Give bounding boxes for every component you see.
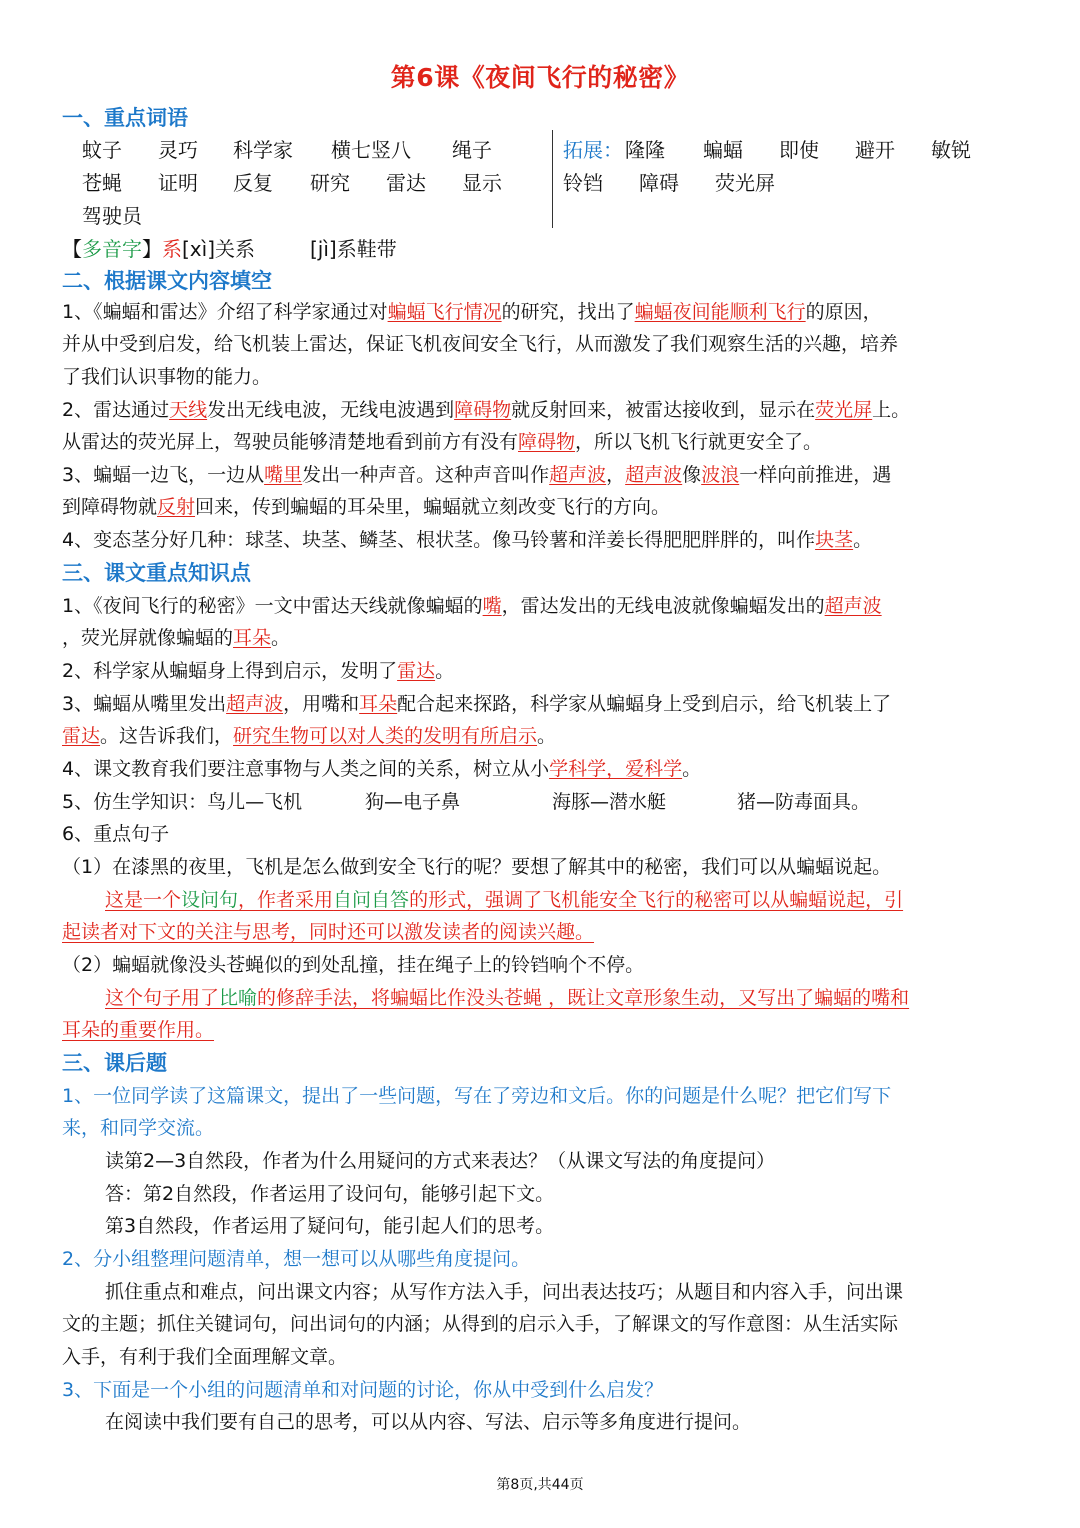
knowledge-item-3: 3、蝙蝠从嘴里发出超声波，用嘴和耳朵配合起来探路，科学家从蝙蝠身上受到启示，给飞机装上了 xyxy=(62,693,892,715)
extension-label: 拓展： xyxy=(563,138,623,162)
extension-word: 障碍 xyxy=(639,171,679,195)
vocab-word: 研究 xyxy=(310,171,350,195)
vocab-word: 绳子 xyxy=(452,138,492,162)
key-sentence-2-analysis-line2: 耳朵的重要作用。 xyxy=(62,1019,215,1041)
extension-word: 蝙蝠 xyxy=(703,138,743,162)
extension-word: 即使 xyxy=(779,138,819,162)
extension-word: 铃铛 xyxy=(563,171,603,195)
fill-item-3-line2: 到障碍物就反射回来，传到蝙蝠的耳朵里，蝙蝠就立刻改变飞行的方向。 xyxy=(62,496,671,518)
vocab-word: 横七竖八 xyxy=(331,138,411,162)
section-heading-after-class: 三、课后题 xyxy=(62,1051,167,1075)
vocab-word: 显示 xyxy=(462,171,502,195)
key-sentence-1-analysis: 这是一个设问句，作者采用自问自答的形式，强调了飞机能安全飞行的秘密可以从蝙蝠说起，引 xyxy=(105,889,904,911)
knowledge-item-1-line2: ，荧光屏就像蝙蝠的耳朵。 xyxy=(62,627,291,649)
section-heading-fill: 二、根据课文内容填空 xyxy=(62,269,272,293)
exercise-question-3: 3、下面是一个小组的问题清单和对问题的讨论，你从中受到什么启发？ xyxy=(62,1379,664,1401)
exercise-question-1-line2: 来，和同学交流。 xyxy=(62,1117,215,1139)
section-heading-vocab: 一、重点词语 xyxy=(62,106,188,130)
bionics-pair: 猪—防毒面具。 xyxy=(737,791,871,813)
knowledge-item-5: 5、仿生学知识：鸟儿—飞机 xyxy=(62,791,303,813)
polyphone-reading: [jì]系鞋带 xyxy=(310,237,397,261)
exercise-answer: 抓住重点和难点，问出课文内容；从写作方法入手，问出表达技巧；从题目和内容入手，问出课 xyxy=(105,1281,904,1303)
key-sentence-1-analysis-line2: 起读者对下文的关注与思考，同时还可以激发读者的阅读兴趣。 xyxy=(62,921,595,943)
exercise-question-1: 1、一位同学读了这篇课文，提出了一些问题，写在了旁边和文后。你的问题是什么呢？把它们写下 xyxy=(62,1085,892,1107)
vocab-word: 科学家 xyxy=(233,138,293,162)
fill-item-3: 3、蝙蝠一边飞，一边从嘴里发出一种声音。这种声音叫作超声波，超声波像波浪一样向前推进，遇 xyxy=(62,464,892,486)
fill-item-2: 2、雷达通过天线发出无线电波，无线电波遇到障碍物就反射回来，被雷达接收到，显示在荧光屏上。 xyxy=(62,399,911,421)
knowledge-item-4: 4、课文教育我们要注意事物与人类之间的关系，树立从小学科学，爱科学。 xyxy=(62,758,702,780)
fill-item-1: 1、《蝙蝠和雷达》介绍了科学家通过对蝙蝠飞行情况的研究，找出了蝙蝠夜间能顺利飞行的原因， xyxy=(62,301,882,323)
exercise-question-2: 2、分小组整理问题清单，想一想可以从哪些角度提问。 xyxy=(62,1248,531,1270)
vocab-word: 苍蝇 xyxy=(82,171,122,195)
key-sentence-2: （2）蝙蝠就像没头苍蝇似的到处乱撞，挂在绳子上的铃铛响个不停。 xyxy=(62,954,645,976)
fill-item-1-line3: 了我们认识事物的能力。 xyxy=(62,366,272,388)
extension-word: 荧光屏 xyxy=(715,171,775,195)
bionics-pair: 海豚—潜水艇 xyxy=(552,791,667,813)
exercise-answer-line3: 入手，有利于我们全面理解文章。 xyxy=(62,1346,348,1368)
knowledge-item-2: 2、科学家从蝙蝠身上得到启示，发明了雷达。 xyxy=(62,660,455,682)
knowledge-item-6: 6、重点句子 xyxy=(62,823,170,845)
key-sentence-2-analysis: 这个句子用了比喻的修辞手法，将蝙蝠比作没头苍蝇 ，既让文章形象生动，又写出了蝙蝠的嘴和 xyxy=(105,987,910,1009)
page-title: 第6课《夜间飞行的秘密》 xyxy=(390,63,690,92)
section-heading-knowledge: 三、课文重点知识点 xyxy=(62,561,251,585)
exercise-answer: 在阅读中我们要有自己的思考，可以从内容、写法、启示等多角度进行提问。 xyxy=(105,1411,752,1433)
polyphone-label: 多音字 xyxy=(82,237,142,261)
vocab-word: 灵巧 xyxy=(158,138,198,162)
knowledge-item-3-line2: 雷达。这告诉我们，研究生物可以对人类的发明有所启示。 xyxy=(62,725,557,747)
vocab-word: 驾驶员 xyxy=(82,204,142,228)
extension-word: 避开 xyxy=(855,138,895,162)
vocab-word: 反复 xyxy=(233,171,273,195)
page-number: 第8页,共44页 xyxy=(496,1477,584,1493)
vocab-word: 证明 xyxy=(158,171,198,195)
key-sentence-1: （1）在漆黑的夜里，飞机是怎么做到安全飞行的呢？要想了解其中的秘密，我们可以从蝙蝠说起。 xyxy=(62,856,892,878)
polyphone-line: 【多音字】系[xì]关系 xyxy=(62,237,255,261)
column-divider xyxy=(552,130,553,228)
knowledge-item-1: 1、《夜间飞行的秘密》一文中雷达天线就像蝙蝠的嘴，雷达发出的无线电波就像蝙蝠发出的超声波 xyxy=(62,595,882,617)
vocab-word: 雷达 xyxy=(386,171,426,195)
fill-item-2-line2: 从雷达的荧光屏上，驾驶员能够清楚地看到前方有没有障碍物，所以飞机飞行就更安全了。 xyxy=(62,431,823,453)
exercise-answer: 读第2—3自然段，作者为什么用疑问的方式来表达？（从课文写法的角度提问） xyxy=(105,1150,776,1172)
fill-item-1-line2: 并从中受到启发，给飞机装上雷达，保证飞机夜间安全飞行，从而激发了我们观察生活的兴趣，培养 xyxy=(62,333,899,355)
polyphone-char: 系 xyxy=(162,237,182,261)
exercise-answer-line2: 文的主题；抓住关键词句，问出词句的内涵；从得到的启示入手，了解课文的写作意图：从生活实际 xyxy=(62,1313,899,1335)
extension-word: 隆隆 xyxy=(625,138,665,162)
extension-word: 敏锐 xyxy=(931,138,971,162)
vocab-word: 蚊子 xyxy=(82,138,122,162)
exercise-answer: 第3自然段，作者运用了疑问句，能引起人们的思考。 xyxy=(105,1215,555,1237)
bionics-pair: 狗—电子鼻 xyxy=(365,791,461,813)
exercise-answer: 答：第2自然段，作者运用了设问句，能够引起下文。 xyxy=(105,1183,555,1205)
fill-item-4: 4、变态茎分好几种：球茎、块茎、鳞茎、根状茎。像马铃薯和洋姜长得肥肥胖胖的，叫作块茎。 xyxy=(62,529,873,551)
